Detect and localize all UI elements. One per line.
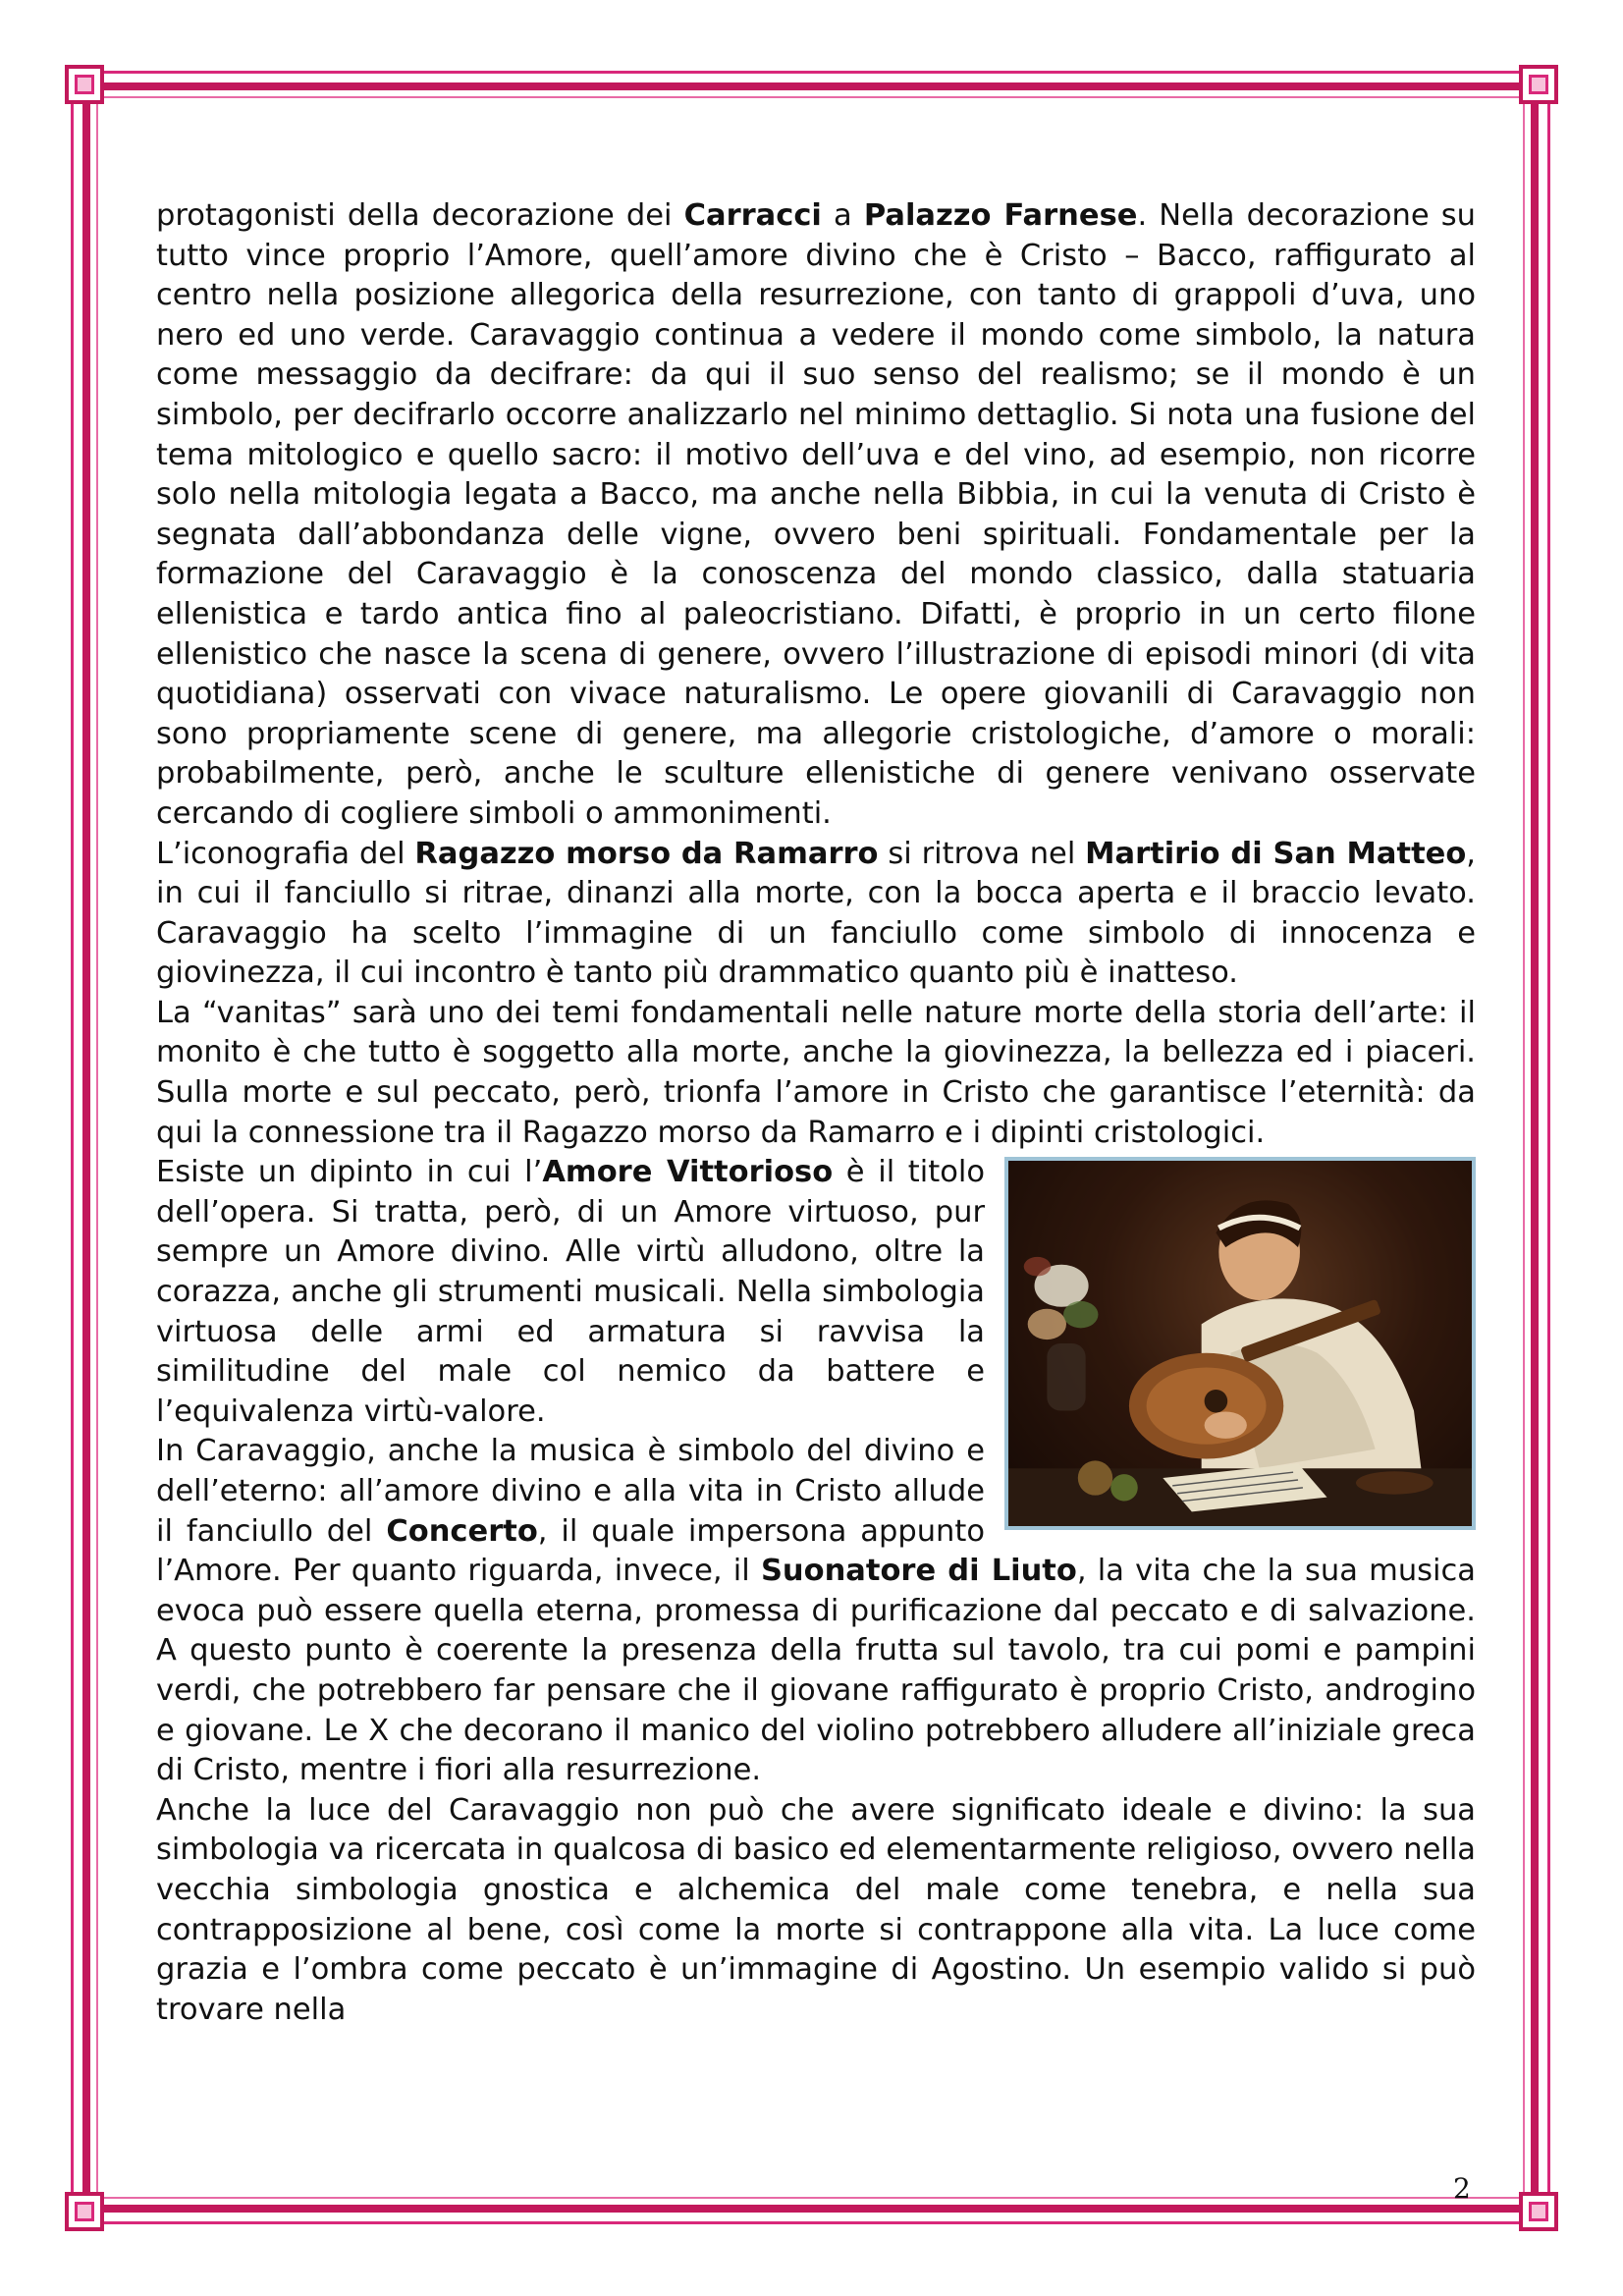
text-run: si ritrova nel [878, 836, 1086, 871]
text-run: La “vanitas” sarà uno dei temi fondamentali nelle nature morte della storia dell’arte: il monito è che tutto è soggetto alla morte, anche la giovinezza, la bellezza ed i piaceri. Sulla morte e sul peccato, però, trionfa l’amore in Cristo che garantisce l’eternità: da qui la connessione tra il Ragazzo morso da Ramarro e i dipinti cristologici. [156, 995, 1476, 1150]
text-run: è il titolo dell’opera. Si tratta, però, di un Amore virtuoso, pur sempre un Amore divino. Alle virtù alludono, oltre la corazza, anche gli strumenti musicali. Nella simbologia virtuosa delle armi ed armatura si ravvisa la similitudine del male col nemico da battere e l’equivalenza virtù-valore. [156, 1155, 985, 1429]
bold-text: Carracci [683, 198, 822, 233]
bold-text: Concerto [386, 1513, 538, 1549]
bold-text: Suonatore di Liuto [760, 1554, 1077, 1589]
text-run: L’iconografia del [156, 836, 415, 871]
page-number: 2 [1453, 2172, 1471, 2205]
paragraph [156, 835, 1476, 994]
bold-text: Amore Vittorioso [542, 1155, 834, 1190]
text-run: Anche la luce del Caravaggio non può che avere significato ideale e divino: la sua simbologia va ricercata in qualcosa di basico ed elementarmente religioso, ovvero nella vecchia simbologia gnostica e alchemica del male come tenebra, e nella sua contrapposizione al bene, così come la morte si contrappone alla vita. La luce come grazia e l’ombra come peccato è un’immagine di Agostino. Un esempio valido si può trovare nella [156, 1792, 1476, 2027]
text-run: . Nella decorazione su tutto vince proprio l’Amore, quell’amore divino che è Cristo – Bacco, raffigurato al centro nella posizione allegorica della resurrezione, con tanto di grappoli d’uva, uno nero ed uno verde. Caravaggio continua a vedere il mondo come simbolo, la natura come messaggio da decifrare: da qui il suo senso del realismo; se il mondo è un simbolo, per decifrarlo occorre analizzarlo nel minimo dettaglio. Si nota una fusione del tema mitologico e quello sacro: il motivo dell’uva e del vino, ad esempio, non ricorre solo nella mitologia legata a Bacco, ma anche nella Bibbia, in cui la venuta di Cristo è segnata dall’abbondanza delle vigne, ovvero beni spirituali. Fondamentale per la formazione del Caravaggio è la conoscenza del mondo classico, dalla statuaria ellenistica e tardo antica fino al paleocristiano. Difatti, è proprio in un certo filone ellenistico che nasce la scena di genere, ovvero l’illustrazione di episodi minori (di vita quotidiana) osservati con vivace naturalismo. Le opere giovanili di Caravaggio non sono propriamente scene di genere, ma allegorie cristologiche, d’amore o morali: probabilmente, però, anche le sculture ellenistiche di genere venivano osservate cercando di cogliere simboli o ammonimenti. [156, 198, 1477, 831]
text-run: In Caravaggio, anche la musica è simbolo del divino e dell’eterno: all’amore divino e alla vita in Cristo allude il fanciullo del [156, 1434, 985, 1549]
bold-text: Martirio di San Matteo [1085, 836, 1467, 871]
text-run: Esiste un dipinto in cui l’ [156, 1155, 543, 1190]
painting-illustration [1008, 1161, 1472, 1526]
text-run: , la vita che la sua musica evoca può essere quella eterna, promessa di purificazione dal peccato e di salvazione. A questo punto è coerente la presenza della frutta sul tavolo, tra cui pomi e pampini verdi, che potrebbero far pensare che il giovane raffigurato è proprio Cristo, androgino e giovane. Le X che decorano il manico del violino potrebbero alludere all’iniziale greca di Cristo, mentre i fiori alla resurrezione. [156, 1554, 1476, 1788]
paragraph [156, 994, 1476, 1153]
paragraph [156, 1791, 1476, 2031]
bold-text: Ragazzo morso da Ramarro [414, 836, 879, 871]
corner-ornament-bottom-right [1519, 2192, 1558, 2231]
text-run: , in cui il fanciullo si ritrae, dinanzi alla morte, con la bocca aperta e il braccio levato. Caravaggio ha scelto l’immagine di un fanciullo come simbolo di innocenza e giovinezza, il cui incontro è tanto più drammatico quanto più è inatteso. [156, 836, 1476, 991]
text-run: , il quale impersona appunto l’Amore. Per quanto riguarda, invece, il [156, 1513, 985, 1589]
paragraph [156, 196, 1476, 835]
text-run: protagonisti della decorazione dei [156, 198, 684, 233]
text-run: a [821, 198, 864, 233]
document-body [156, 196, 1476, 2030]
corner-ornament-bottom-left [65, 2192, 104, 2231]
lute-player-painting [1004, 1157, 1476, 1530]
corner-ornament-top-right [1519, 65, 1558, 104]
bold-text: Palazzo Farnese [863, 198, 1138, 233]
corner-ornament-top-left [65, 65, 104, 104]
